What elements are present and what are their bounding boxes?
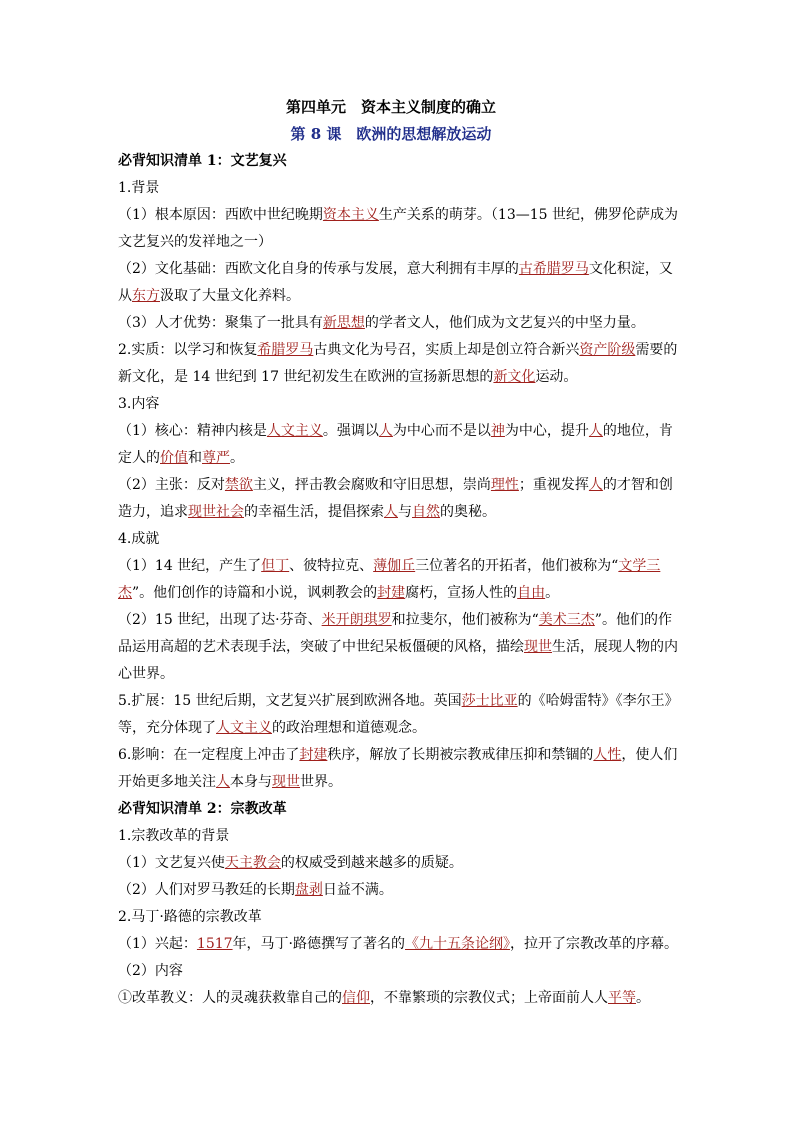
paragraph [118,418,678,472]
key-term: 1517 [196,936,233,952]
key-term: 但丁 [261,558,290,574]
text-run: ”。他们的作品运用高超的艺术表现手法，突破了中世纪呆板僵硬的风格，描绘 [118,612,672,655]
text-run: 的政治理想和道德观念。 [272,720,426,736]
text-run: 6.影响：在一定程度上冲击了 [118,747,300,763]
key-term: 价值 [160,450,188,466]
text-run: 、彼特拉克、 [289,558,374,574]
key-term: 现世 [524,639,552,655]
paragraph [118,958,678,985]
text-run: 与 [398,504,412,520]
text-run: 秩序，解放了长期被宗教戒律压抑和禁锢的 [327,747,594,763]
key-term: 封建 [299,747,328,763]
paragraph [118,472,678,526]
key-term: 米开朗琪罗 [321,612,392,628]
key-term: 现世 [272,774,300,790]
text-run: 世界。 [300,774,342,790]
key-term: 新思想 [322,315,365,331]
key-term: 平等 [608,990,636,1006]
paragraph [118,823,678,850]
text-run: 生活，展现人物的内心世界。 [118,639,678,682]
key-term: 《九十五条论纲》 [405,936,511,952]
text-run: 年，马丁·路德撰写了著名的 [232,936,406,952]
key-term: 信仰 [342,990,370,1006]
key-term: 新文化 [493,369,536,385]
text-run: （2）内容 [118,963,183,979]
text-run: 的才智和创造力，追求 [118,477,673,520]
paragraph [118,337,678,391]
text-run: （3）人才优势：聚集了一批具有 [118,315,323,331]
text-run: 文化积淀，又从 [118,261,673,304]
paragraph [118,607,678,688]
text-run: （1）14 世纪，产生了 [118,558,262,574]
paragraph [118,391,678,418]
text-run: 需要的新文化，是 14 世纪到 17 世纪初发生在欧洲的宣扬新思想的 [118,342,678,385]
key-term: 资产阶级 [579,342,636,358]
paragraph [118,256,678,310]
text-run: ，不靠繁琐的宗教仪式；上帝面前人人 [370,990,608,1006]
text-run: （2）15 世纪，出现了达·芬奇、 [118,612,322,628]
text-run: 的《哈姆雷特》《李尔王》等，充分体现了 [118,693,672,736]
text-run: 本身与 [230,774,272,790]
text-run: 3.内容 [118,396,160,412]
paragraph [118,688,678,742]
key-term: 人 [588,477,603,493]
key-term: 自由 [517,585,546,601]
text-run: 。强调以 [322,423,379,439]
text-run: 为中心，提升 [504,423,589,439]
key-term: 禁欲 [224,477,253,493]
text-run: （1）兴起： [118,936,197,952]
unit-title: 第四单元 资本主义制度的确立 [285,98,496,116]
key-term: 资本主义 [322,207,379,223]
key-term: 尊严 [202,450,230,466]
key-term: 希腊罗马 [257,342,314,358]
text-run: （2）文化基础：西欧文化自身的传承与发展，意大利拥有丰厚的 [118,261,519,277]
text-run: 。 [636,990,650,1006]
document-body [118,148,678,1012]
paragraph [118,526,678,553]
paragraph [118,742,678,796]
text-run: 2.马丁·路德的宗教改革 [118,909,262,925]
text-run: 1.背景 [118,180,160,196]
text-run: 三位著名的开拓者，他们被称为“ [415,558,619,574]
key-term: 封建 [377,585,406,601]
section-heading [118,796,678,823]
text-run: （1）根本原因：西欧中世纪晚期 [118,207,323,223]
text-run: 必背知识清单 1：文艺复兴 [118,153,287,169]
text-run: 5.扩展：15 世纪后期，文艺复兴扩展到欧洲各地。英国 [118,693,462,709]
paragraph [118,553,678,607]
text-run: 腐朽，宣扬人性的 [405,585,518,601]
key-term: 天主教会 [224,855,281,871]
key-term: 文学三杰 [118,558,661,601]
text-run: ，使人们开始更多地关注 [118,747,678,790]
text-run: ；重视发挥 [518,477,589,493]
key-term: 神 [490,423,505,439]
text-run: 2.实质：以学习和恢复 [118,342,258,358]
key-term: 古希腊罗马 [518,261,589,277]
text-run: 和拉斐尔，他们被称为“ [391,612,539,628]
document-page [118,94,678,1012]
text-run: 。 [230,450,244,466]
key-term: 人 [588,423,603,439]
text-run: ①改革教义：人的灵魂获救靠自己的 [118,990,342,1006]
text-run: ，拉开了宗教改革的序幕。 [510,936,679,952]
text-run: 的奥秘。 [440,504,496,520]
section-heading [118,148,678,175]
text-run: 汲取了大量文化养料。 [160,288,300,304]
text-run: （2）人们对罗马教廷的长期 [118,882,295,898]
text-run: 和 [188,450,202,466]
key-term: 人文主义 [216,720,272,736]
key-term: 美术三杰 [538,612,595,628]
text-run: 运动。 [535,369,578,385]
text-run: （2）主张：反对 [118,477,225,493]
text-run: 必背知识清单 2：宗教改革 [118,801,287,817]
paragraph [118,202,678,256]
text-run: 的地位，肯定人的 [118,423,673,466]
key-term: 现世社会 [188,504,244,520]
text-run: 古典文化为号召，实质上却是创立符合新兴 [313,342,580,358]
text-run: ”。他们创作的诗篇和小说，讽刺教会的 [132,585,378,601]
paragraph [118,877,678,904]
paragraph [118,850,678,877]
key-term: 理性 [490,477,519,493]
text-run: 1.宗教改革的背景 [118,828,230,844]
lesson-title: 第 8 课 欧洲的思想解放运动 [290,125,492,143]
key-term: 东方 [132,288,160,304]
key-term: 人文主义 [266,423,323,439]
key-term: 人 [378,423,393,439]
text-run: 。 [545,585,560,601]
text-run: 日益不满。 [322,882,393,898]
text-run: 的学者文人，他们成为文艺复兴的中坚力量。 [364,315,645,331]
paragraph [118,904,678,931]
key-term: 自然 [412,504,440,520]
paragraph [118,175,678,202]
text-run: 的幸福生活，提倡探索 [244,504,384,520]
key-term: 盘剥 [294,882,323,898]
text-run: 生产关系的萌芽。（13—15 世纪，佛罗伦萨成为文艺复兴的发祥地之一） [118,207,678,250]
paragraph [118,310,678,337]
text-run: 主义，抨击教会腐败和守旧思想，崇尚 [252,477,491,493]
text-run: 4.成就 [118,531,160,547]
paragraph [118,985,678,1012]
key-term: 莎士比亚 [461,693,518,709]
key-term: 人 [384,504,398,520]
paragraph [118,931,678,958]
text-run: 的权威受到越来越多的质疑。 [280,855,463,871]
key-term: 人 [216,774,230,790]
key-term: 薄伽丘 [373,558,416,574]
text-run: （1）文艺复兴使 [118,855,225,871]
text-run: 为中心而不是以 [392,423,491,439]
text-run: （1）核心：精神内核是 [118,423,267,439]
key-term: 人性 [593,747,622,763]
